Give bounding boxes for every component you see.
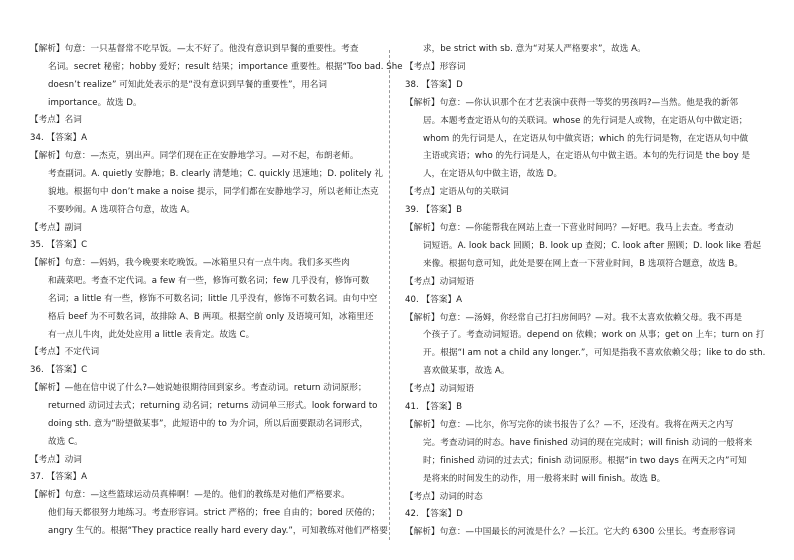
text-line: 个孩子了。考查动词短语。depend on 依赖；work on 从事；get on 上车；turn on 打 — [423, 330, 765, 341]
text-line: 40. 【答案】A — [405, 294, 463, 305]
text-line: 【考点】名词 — [30, 115, 82, 126]
text-line: 38. 【答案】D — [405, 79, 463, 90]
text-line: 时；finished 动词的过去式；finish 动词原形。根据“in two days 在两天之内”可知 — [423, 455, 747, 466]
text-line: 【考点】动词 — [30, 454, 82, 465]
text-line: 喜欢做某事，故选 A。 — [423, 366, 510, 377]
text-line: 不要吵闹。A 选项符合句意，故选 A。 — [48, 204, 196, 215]
text-line: 【考点】动词短语 — [405, 384, 475, 395]
text-line: 【考点】不定代词 — [30, 347, 100, 358]
text-line: 42. 【答案】D — [405, 509, 463, 520]
text-line: angry 生气的。根据“They practice really hard every day.”，可知教练对他们严格要 — [48, 525, 388, 536]
text-line: 【考点】形容词 — [405, 61, 466, 72]
text-line: doing sth. 意为“盼望做某事”，此短语中的 to 为介词，所以后面要跟动名词形式， — [48, 418, 369, 429]
text-line: 名词。secret 秘密；hobby 爱好；result 结果；importance 重要性。根据“Too bad. She — [48, 61, 403, 72]
text-line: 故选 C。 — [48, 436, 83, 447]
text-line: 考查副词。A. quietly 安静地；B. clearly 清楚地；C. quickly 迅速地；D. politely 礼 — [48, 168, 384, 179]
text-line: 貌地。根据句中 don’t make a noise 提示，同学们都在安静地学习，所以老师让杰克 — [48, 186, 379, 197]
text-line: 35. 【答案】C — [30, 240, 88, 251]
text-line: importance。故选 D。 — [48, 97, 142, 108]
text-line: 【考点】定语从句的关联词 — [405, 187, 509, 198]
text-line: 37. 【答案】A — [30, 472, 88, 483]
text-line: 【解析】句意：—妈妈，我今晚要来吃晚饭。—冰箱里只有一点牛肉。我们多买些肉 — [30, 258, 350, 269]
text-line: 【考点】动词短语 — [405, 276, 475, 287]
text-line: 格后 beef 为不可数名词，故排除 A、B 两项。根据空前 only 及语境可知，冰箱里还 — [48, 311, 374, 322]
text-line: 36. 【答案】C — [30, 365, 88, 376]
text-line: 39. 【答案】B — [405, 205, 463, 216]
text-line: 求，be strict with sb. 意为“对某人严格要求”，故选 A。 — [423, 44, 646, 54]
text-line: 他们每天都很努力地练习。考查形容词。strict 严格的；free 自由的；bored 厌倦的； — [48, 508, 381, 519]
text-line: 【解析】句意：—你认识那个在才艺表演中获得一等奖的男孩吗?—当然。他是我的新邻 — [405, 97, 739, 108]
text-line: 【解析】—他在信中说了什么?—她说她很期待回到家乡。考查动词。return 动词原形； — [30, 383, 367, 394]
text-line: 和蔬菜吧。考查不定代词。a few 有一些，修饰可数名词；few 几乎没有，修饰可数 — [48, 276, 370, 287]
text-line: 41. 【答案】B — [405, 402, 463, 412]
text-line: 名词；a little 有一些，修饰不可数名词；little 几乎没有，修饰不可数名词。由句中空 — [48, 293, 378, 304]
column-divider — [389, 50, 390, 540]
text-line: 【考点】动词的时态 — [405, 491, 483, 502]
text-line: 34. 【答案】A — [30, 133, 88, 144]
text-line: 【解析】句意：—中国最长的河流是什么？—长江。它大约 6300 公里长。考查形容词 — [405, 527, 736, 538]
text-line: 主语或宾语；who 的先行词是人，在定语从句中做主语。本句的先行词是 the boy 是 — [423, 151, 751, 162]
text-line: returned 动词过去式；returning 动名词；returns 动词单三形式。look forward to — [48, 401, 378, 411]
text-line: 有一点儿牛肉，此处处应用 a little 表肯定。故选 C。 — [48, 329, 255, 340]
text-line: 词短语。A. look back 回顾；B. look up 查阅；C. look after 照顾；D. look like 看起 — [423, 240, 762, 251]
text-line: 【解析】句意：一只基督常不吃早饭。—太不好了。他没有意识到早餐的重要性。考查 — [30, 44, 359, 54]
text-line: 人，在定语从句中做主语，故选 D。 — [423, 169, 563, 180]
text-line: 来像。根据句意可知，此处是要在网上查一下营业时间，B 选项符合题意，故选 B。 — [423, 258, 743, 269]
text-line: 【解析】句意：—这些篮球运动员真棒啊！—是的。他们的教练是对他们严格要求。 — [30, 490, 350, 501]
text-line: doesn’t realize” 可知此处表示的是“没有意识到早餐的重要性”，用名词 — [48, 79, 328, 90]
text-line: 【解析】句意：—汤姆，你经常自己打扫房间吗？—对。我不太喜欢依赖父母。我不再是 — [405, 312, 743, 323]
text-line: 完。考查动词的时态。have finished 动词的现在完成时；will finish 动词的一般将来 — [423, 437, 753, 448]
text-line: 【考点】副词 — [30, 222, 82, 233]
text-line: 【解析】句意：—你能帮我在网站上查一下营业时间吗？—好吧。我马上去查。考查动 — [405, 223, 734, 233]
text-line: 是将来的时间发生的动作，用一般将来时 will finish。故选 B。 — [423, 473, 666, 484]
text-line: 【解析】句意：—杰克，别出声。同学们现在正在安静地学习。—对不起，布朗老师。 — [30, 151, 359, 162]
text-line: 【解析】句意：—比尔，你写完你的读书报告了么？—不，还没有。我将在两天之内写 — [405, 419, 734, 430]
text-line: whom 的先行词是人，在定语从句中做宾语；which 的先行词是物，在定语从句中做 — [423, 133, 749, 144]
text-line: 居。本题考查定语从句的关联词。whose 的先行词是人或物，在定语从句中做定语； — [423, 115, 748, 126]
text-line: 开。根据“I am not a child any longer.”，可知是指我不喜欢依赖父母；like to do sth. — [423, 348, 766, 359]
